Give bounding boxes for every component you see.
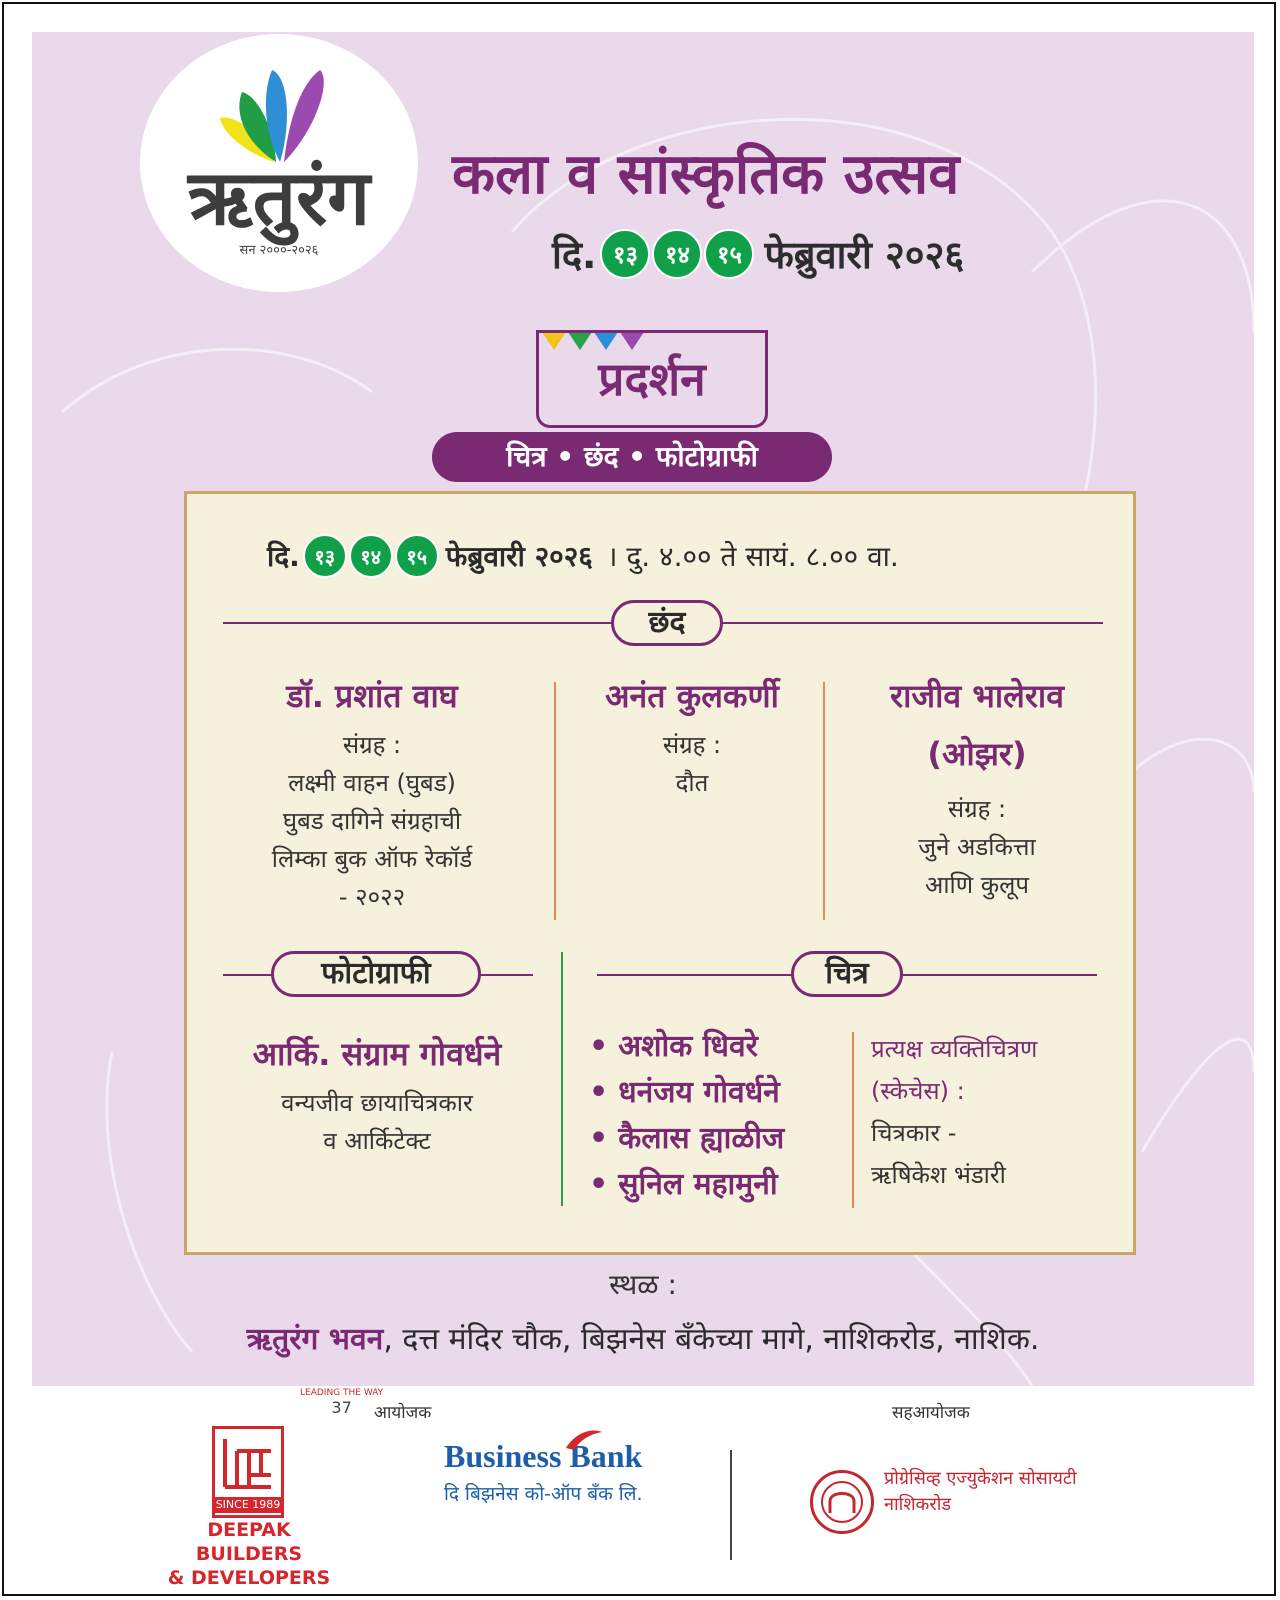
detail-line: - २०२२ <box>338 883 406 911</box>
footer-divider <box>730 1450 732 1560</box>
leading-text: LEADING THE WAY <box>300 1388 384 1398</box>
since-badge: SINCE 1989 <box>212 1497 284 1513</box>
venue-street: , दत्त मंदिर चौक, बिझनेस बँकेच्या मागे, नाशिकरोड, नाशिक. <box>383 1322 1040 1357</box>
deepak-builders-logo <box>212 1426 284 1518</box>
society-seal-icon <box>810 1470 874 1534</box>
day-badge: १३ <box>303 534 347 578</box>
page-title: कला व सांस्कृतिक उत्सव <box>452 142 960 207</box>
photographer-name: आर्कि. संग्राम गोवर्धने <box>252 1035 502 1073</box>
detail-line: व आर्किटेक्ट <box>323 1127 431 1155</box>
venue-label: स्थळ : <box>609 1268 677 1301</box>
live-sketching-info <box>871 1028 1131 1196</box>
month-year: फेब्रुवारी २०२६ <box>764 233 965 277</box>
exhibition-title: प्रदर्शन <box>598 352 706 406</box>
person-details <box>827 790 1127 904</box>
detail-line: संग्रह : <box>947 795 1007 823</box>
artist-name: सुनिल महामुनी <box>618 1167 778 1202</box>
person-details <box>207 726 537 916</box>
leading-badge <box>300 1388 383 1417</box>
detail-line: घुबड दागिने संग्रहाची <box>282 807 462 835</box>
arch-icon <box>813 1473 871 1531</box>
detail-line: संग्रह : <box>342 731 402 759</box>
date-prefix: दि. <box>267 540 300 573</box>
exhibition-dates <box>267 534 899 578</box>
section-tag-chitra: चित्र <box>791 951 903 997</box>
section-tag-chhand: छंद <box>611 600 723 646</box>
detail-line: आणि कुलूप <box>924 871 1030 899</box>
exhibition-categories-ribbon: चित्र • छंद • फोटोग्राफी <box>432 432 832 482</box>
poster-frame <box>2 2 1276 1596</box>
day-badge: १४ <box>652 229 702 279</box>
day-badge: १४ <box>349 534 393 578</box>
day-badge: १५ <box>704 229 754 279</box>
list-item: • अशोक धिवरे <box>589 1029 758 1064</box>
artist-name: धनंजय गोवर्धने <box>618 1075 780 1110</box>
photographer-details <box>207 1084 547 1160</box>
person-name: अनंत कुलकर्णी <box>605 677 779 715</box>
builder-name <box>154 1518 344 1590</box>
festival-dates <box>552 228 964 280</box>
artist-name: अशोक धिवरे <box>618 1029 758 1064</box>
column-divider <box>852 1032 854 1208</box>
society-line: प्रोग्रेसिव्ह एज्युकेशन सोसायटी <box>884 1468 1077 1489</box>
detail-line: जुने अडकित्ता <box>918 833 1036 861</box>
bank-swoosh-icon <box>564 1428 604 1452</box>
person-name: डॉ. प्रशांत वाघ <box>286 677 458 715</box>
column-divider <box>554 682 556 920</box>
venue-address <box>32 1317 1254 1358</box>
list-item: • कैलास ह्याळीज <box>589 1121 785 1156</box>
exhibition-panel <box>184 491 1136 1255</box>
artist-list <box>589 1024 784 1208</box>
detail-line: लक्ष्मी वाहन (घुबड) <box>288 769 456 797</box>
person-details <box>557 726 827 802</box>
column-divider <box>561 952 563 1206</box>
person-location: (ओझर) <box>927 735 1027 773</box>
exhibition-time: । दु. ४.०० ते सायं. ८.०० वा. <box>606 540 899 573</box>
month-year: फेब्रुवारी २०२६ <box>445 540 593 573</box>
column-divider <box>823 682 825 920</box>
detail-line: ऋषिकेश भंडारी <box>871 1161 1006 1189</box>
society-line: नाशिकरोड <box>884 1494 952 1515</box>
list-item: • सुनिल महामुनी <box>589 1167 778 1202</box>
coorganizer-label: सहआयोजक <box>892 1403 970 1423</box>
logo-badge <box>140 34 418 292</box>
day-badge: १३ <box>600 229 650 279</box>
detail-line: वन्यजीव छायाचित्रकार <box>281 1089 473 1117</box>
years-text: 37 <box>331 1398 352 1417</box>
building-icon <box>215 1435 281 1491</box>
detail-line: (स्केचेस) : <box>871 1077 965 1105</box>
venue-name: ऋतुरंग भवन <box>246 1322 384 1357</box>
builder-line: DEEPAK BUILDERS <box>195 1519 303 1565</box>
detail-line: दौत <box>675 769 709 797</box>
organizer-label: आयोजक <box>374 1403 432 1423</box>
person-name: राजीव भालेराव <box>890 677 1064 715</box>
list-item: • धनंजय गोवर्धने <box>589 1075 780 1110</box>
bank-subtitle: दि बिझनेस को-ऑप बँक लि. <box>444 1483 643 1505</box>
poster-background <box>32 32 1254 1386</box>
builder-line: & DEVELOPERS <box>167 1567 331 1589</box>
logo-subtitle: सन २०००-२०२६ <box>239 243 319 258</box>
section-tag-photography: फोटोग्राफी <box>271 951 481 997</box>
footer-sponsors <box>4 1388 1278 1598</box>
artist-name: कैलास ह्याळीज <box>618 1121 785 1156</box>
detail-line: चित्रकार - <box>871 1119 957 1147</box>
society-name <box>884 1466 1077 1518</box>
bank-name: Business Bank <box>444 1438 643 1474</box>
detail-line: प्रत्यक्ष व्यक्तिचित्रण <box>871 1035 1038 1063</box>
detail-line: लिम्का बुक ऑफ रेकॉर्ड <box>271 845 473 873</box>
detail-line: संग्रह : <box>662 731 722 759</box>
logo-wordmark: ऋतुरंग <box>187 153 371 242</box>
exhibition-heading-box <box>536 330 768 428</box>
day-badge: १५ <box>395 534 439 578</box>
date-prefix: दि. <box>552 233 597 277</box>
